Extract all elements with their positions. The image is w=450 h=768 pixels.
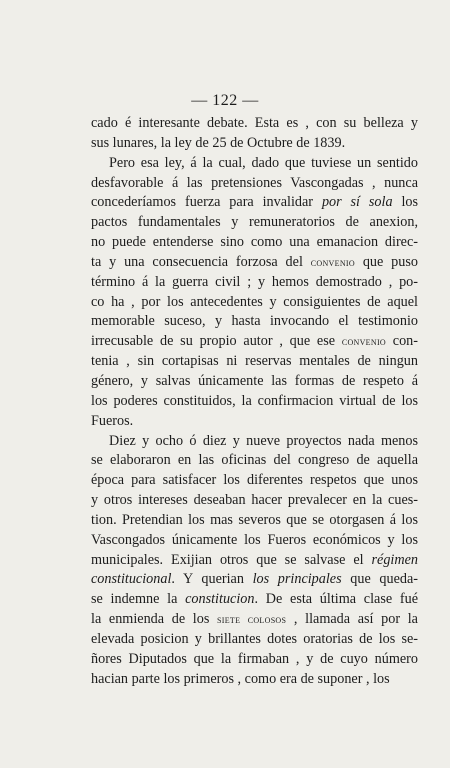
text-line: [91, 610, 418, 630]
text-line: [91, 392, 418, 412]
text-run: Diez y ocho ó diez y nueve proyectos nada menos: [109, 432, 418, 449]
small-caps-text: convenio: [341, 334, 386, 349]
text-line: [91, 312, 418, 332]
text-line: [91, 154, 418, 174]
text-run: que queda-: [341, 571, 419, 588]
text-run: memorable suceso, y hasta invocando el testimonio: [91, 313, 418, 330]
text-run: . Y querian: [171, 571, 253, 588]
italic-text: los principales: [252, 571, 342, 588]
text-line: [91, 114, 418, 134]
text-run: municipales. Exijian otros que se salvase el: [91, 551, 372, 568]
paragraph: [91, 114, 418, 154]
page-number: — 122 —: [191, 92, 259, 109]
text-line: [91, 471, 418, 491]
italic-text: por sí sola: [321, 194, 393, 211]
paragraph: [91, 154, 418, 432]
text-run: co ha , por los antecedentes y consiguientes de aquel: [91, 293, 418, 310]
text-line: [91, 511, 418, 531]
text-run: los poderes constituidos, la confirmacion virtual de los: [91, 392, 418, 409]
text-run: se elaboraron en las oficinas del congreso de aquella: [91, 452, 418, 469]
text-run: pactos fundamentales y remuneratorios de anexion,: [91, 214, 418, 231]
text-run: , llamada así por la: [286, 611, 418, 628]
text-line: [91, 650, 418, 670]
text-run: tenia , sin cortapisas ni reservas mentales de ningun: [91, 353, 418, 370]
text-line: [91, 332, 418, 352]
text-run: que puso: [354, 253, 418, 270]
small-caps-text: siete colosos: [217, 612, 287, 627]
text-line: [91, 174, 418, 194]
text-line: [91, 551, 418, 571]
text-line: [91, 590, 418, 610]
text-run: con-: [386, 333, 418, 350]
italic-text: constitucion: [185, 591, 255, 608]
text-run: concederíamos fuerza para invalidar: [91, 194, 322, 211]
small-caps-text: convenio: [310, 254, 355, 269]
text-line: [91, 233, 418, 253]
text-run: ta y una consecuencia forzosa del: [91, 253, 311, 270]
text-line: [91, 193, 418, 213]
text-line: [91, 293, 418, 313]
text-run: Fueros.: [91, 412, 134, 429]
text-line: [91, 213, 418, 233]
text-run: y otros intereses deseaban hacer prevalecer en la cues-: [91, 492, 418, 509]
text-line: [91, 491, 418, 511]
text-line: [91, 531, 418, 551]
text-run: hacian parte los primeros , como era de suponer , los: [91, 670, 390, 687]
text-run: la enmienda de los: [91, 611, 218, 628]
text-run: desfavorable á las pretensiones Vascongadas , nunca: [91, 174, 418, 191]
text-run: Vascongados únicamente los Fueros económicos y los: [91, 531, 418, 548]
text-line: [91, 570, 418, 590]
body-text: [91, 114, 418, 689]
text-run: época para satisfacer los diferentes respetos que unos: [91, 472, 418, 489]
text-run: ñores Diputados que la firmaban , y de cuyo número: [91, 650, 418, 667]
text-run: término á la guerra civil ; y hemos demostrado , po-: [91, 273, 418, 290]
text-run: género, y salvas únicamente las formas de respeto á: [91, 372, 418, 389]
text-line: [91, 630, 418, 650]
paragraph: [91, 432, 418, 690]
italic-text: régimen: [371, 551, 418, 568]
italic-text: constitucional: [91, 571, 172, 588]
text-line: [91, 134, 418, 154]
text-run: tion. Pretendian los mas severos que se otorgasen á los: [91, 511, 418, 528]
text-run: irrecusable de su propio autor , que ese: [91, 333, 342, 350]
text-run: Pero esa ley, á la cual, dado que tuviese un sentido: [109, 154, 418, 171]
text-line: [91, 253, 418, 273]
text-line: [91, 670, 418, 690]
text-run: se indemne la: [91, 591, 186, 608]
text-run: elevada posicion y brillantes dotes oratorias de los se-: [91, 630, 418, 647]
text-line: [91, 372, 418, 392]
text-run: sus lunares, la ley de 25 de Octubre de 1839.: [91, 134, 346, 151]
text-run: no puede entenderse sino como una emanacion direc-: [91, 234, 418, 251]
text-line: [91, 451, 418, 471]
text-run: . De esta última clase fué: [254, 591, 418, 608]
text-run: cado é interesante debate. Esta es , con su belleza y: [91, 115, 418, 131]
text-line: [91, 432, 418, 452]
text-line: [91, 412, 418, 432]
text-line: [91, 273, 418, 293]
text-run: los: [392, 194, 418, 211]
text-line: [91, 352, 418, 372]
